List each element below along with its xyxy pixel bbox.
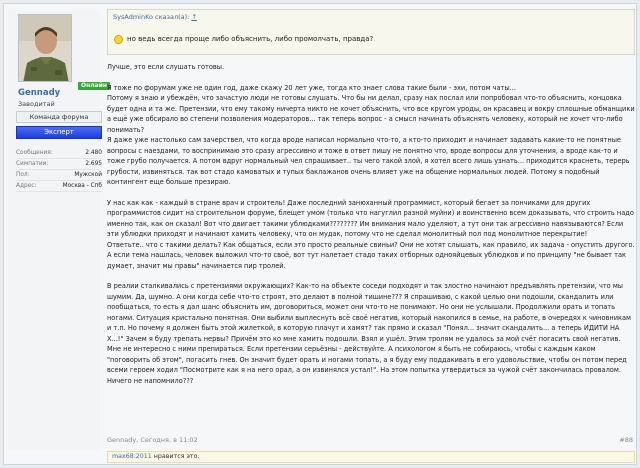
stat-address (16, 181, 102, 192)
stat-label: Пол: (16, 172, 30, 178)
user-title: Заводитай (18, 100, 55, 108)
stat-label: Сообщения: (16, 150, 53, 156)
quote-header (113, 13, 197, 21)
avatar-photo (19, 15, 72, 82)
post-paragraph: Лучше, это если слушать готовы. (107, 63, 225, 71)
post-paragraph: Я тоже по форумам уже не один год, даже скажу 20 лет уже, тогда кто знает слова такие были - эхи, потом чаты... Потому я знаю и убеждён, что зачастую люди не готовы слушать. Что бы ни делал, сразу нах послал или попробовал что-то объяснить, концовка будет одна и та же. Претензии, что ему такому ничерта никто не хочет объяснить, что все кругом уроды, он красавец и вокру сплошные обманщики а ещё уже обсирало во степени позволения модераторов... так теперь вопрос - а смысл начинать объяснять человеку, который не хочет что-либо понимать? Я даже уже настолько сам зачерствел, что когда вроде написал нормально что-то, а кто-то приходит и начинает задавать какие-то не понятные вопросы с наездами, то воспринимаю это сразу агрессивно и тоже в ответ пишу не понятно что, вроде вопросы для уточнения, а вроде как-то и тоже грубо получается. А потом вдруг нормальный чел спрашивает.. ты чего такой злой, я хотел всего лишь узнать... приходится краснеть, терерь грубости, извиняться. так вот стадо камоватых и тупых баклажанов очень влияет уже на общение нормальных людей. Потому я подобный контингент еще больше презираю. (107, 83, 635, 186)
smile-icon (114, 35, 123, 44)
quote-text: но ведь всегда проще либо объяснить, либо промолчать, правда? (127, 35, 374, 43)
user-panel (8, 10, 108, 450)
post-paragraph: У нас как как - каждый в стране врач и строитель! Даже последний занюханный программист, который бегает за пончиками для других программистов сидит на строительном форуме, блещет умом (только что нагуглил разной муйни) и воинственно всем доказывать, что строить надо именно так, как он сказал! Вот что двигает такими ублюдками???????? Им внимания мало уделяют, а тут они так агрессивно навязываются? Если эти ублюдки приходят и начинают хамить человеку, что он мудак, потому что не сделал монолитный пол под монолитное перекрытие! Ответьте.. что с такими делать? Как общаться, если это просто реальные свиньи? Они не хотят слышать, как правило, их задача - опустить другого. А если тема нашлась, человек выложил что-то своё, вот тут налетает стадо таких отборных однояйцевых ублюдков и по принципу "не бывает так думает, значит мы правы" начинается пир тролей. (107, 198, 635, 270)
post-body (107, 62, 635, 386)
online-badge: Онлайн (78, 82, 110, 90)
avatar[interactable] (18, 14, 72, 82)
post-paragraph: В реалии сталкивались с претензиями окружающих? Как-то на объекте соседи подходят и так злостно начинают предъявлять претензии, что мы шумим. Да, шумно. А они когда себе что-то строят, это делают в полной тишине??? Я спрашиваю, с какой целью они подошли, скандалить или пообщаться, то есть я дал шанс объяснить им, договориться, может они что-то не понимают. Но они не услышали. Продолжили орать и топать ногами. Ситуация кристально понятная. Они выбили выплеснуть всё своё негатив, который накопился в семье, на работе, в очередях к чиновникам и т.п. Но почему я должен быть этой жилеткой, в которую плачут и хамят? так прямо и сказал "Понял... значит скандалить... а теперь ИДИТИ НА Х...!" Зачем я буду трепать нервы? Причём это ко мне хамить подошли. Взял и ушёл. Этим тролям не удалось за мой счёт погасить свой негатив. Мне не интересно с ними препираться. Если претензии серьёзны - действуйте. А психологом я быть не собираюсь, чтобы с каждым каком "поговорить об этом", погасить гнев. Он значит будет орать и ногами топать, а я буду ему поддакивать в его удовольствие, чтобы он потом перед всеми героем ходил "Посмотрите как я на него орал, а он извинялся устал!". На этом попытка утвердиться за чужой счёт закончилась провалом. Ничего не напомнило??? (107, 282, 631, 385)
post-number[interactable]: #88 (619, 436, 633, 444)
stat-value: Мужской (74, 172, 102, 178)
quote-block (107, 9, 635, 55)
post-meta[interactable]: Gennady, Сегодня, в 11:02 (107, 436, 198, 444)
team-badge[interactable]: Команда форума (16, 111, 102, 123)
user-stats (16, 148, 102, 192)
stat-value: Москва - Спб (62, 183, 102, 189)
stat-messages (16, 148, 102, 159)
stat-value[interactable]: 2.480 (85, 150, 102, 156)
stat-label: Симпатии: (16, 161, 49, 167)
forum-post (3, 3, 637, 465)
expert-badge[interactable]: Эксперт (16, 126, 102, 139)
post-footer (107, 436, 635, 446)
liker-name[interactable]: max68.2011 (112, 453, 152, 460)
stat-gender (16, 170, 102, 181)
likes-bar (107, 451, 635, 463)
stat-value: 2.695 (85, 161, 102, 167)
stat-label: Адрес: (16, 183, 37, 189)
stat-likes (16, 159, 102, 170)
quote-jump-link[interactable]: ↑ (191, 13, 197, 21)
likes-text: нравится это. (153, 453, 200, 460)
username[interactable]: Gennady (18, 88, 61, 98)
quote-author[interactable]: SysAdminKo сказал(а): (113, 13, 190, 21)
